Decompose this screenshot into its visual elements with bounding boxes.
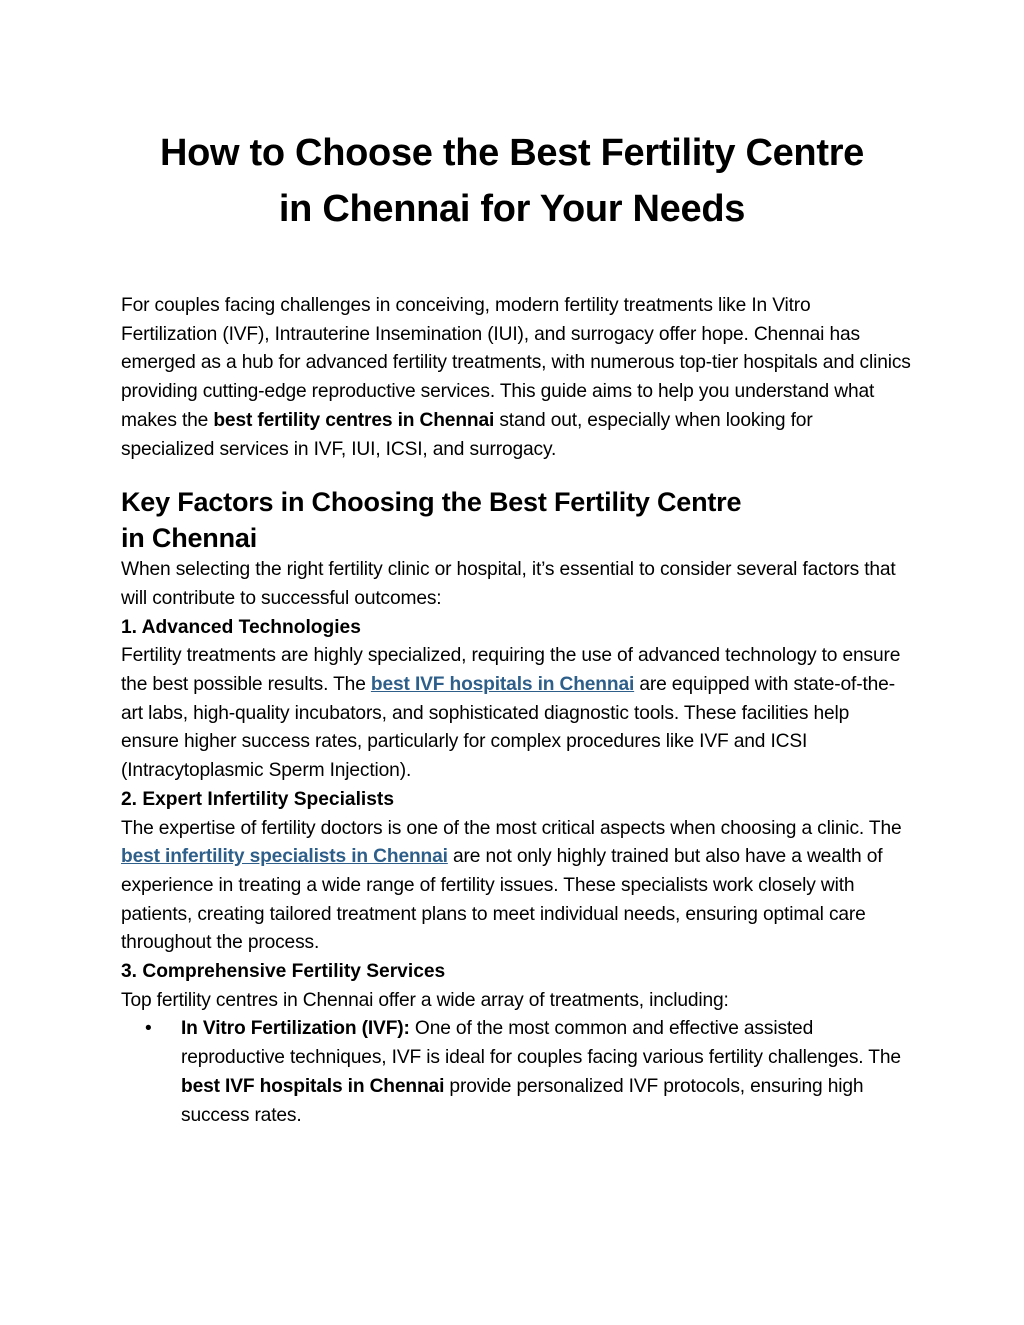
best-ivf-hospitals-link[interactable]: best IVF hospitals in Chennai (370, 674, 635, 696)
section-2-heading: 2. Expert Infertility Specialists (121, 788, 394, 810)
list-item-bold-lead: In Vitro Fertilization (IVF): (181, 1018, 410, 1040)
list-item-bold-mid: best IVF hospitals in Chennai (181, 1075, 445, 1097)
intro-text-before: For couples facing challenges in conceiving, modern fertility treatments like In Vitro Fertilization (IVF), Intrauterine Insemination (IUI), and surrogacy offer hope. Chennai has emerged as a hub for advanced fertility treatments, with numerous top-tier hospitals and clinics providing cutting-edge reproductive services. This guide aims to help you understand what makes the (121, 295, 911, 431)
bullet-icon: • (145, 1018, 152, 1040)
section-1-heading: 1. Advanced Technologies (121, 616, 361, 638)
list-item-text-after: provide personalized IVF protocols, ensuring high success rates. (181, 1075, 864, 1126)
section-3-lead: Top fertility centres in Chennai offer a wide array of treatments, including: (121, 989, 729, 1011)
document-body (121, 292, 911, 1130)
key-factors-lead: When selecting the right fertility clinic or hospital, it’s essential to consider several factors that will contribute to successful outcomes: (121, 559, 896, 609)
title-line-2: in Chennai for Your Needs (278, 188, 746, 230)
key-factors-heading (121, 484, 911, 556)
section-2-text-after: are not only highly trained but also have a wealth of experience in treating a wide range of fertility issues. These specialists work closely with patients, creating tailored treatment plans to meet individual needs, ensuring optimal care throughout the process. (121, 846, 883, 954)
intro-bold-phrase: best fertility centres in Chennai (213, 409, 495, 431)
section-2-text-before: The expertise of fertility doctors is one of the most critical aspects when choosing a clinic. The (121, 817, 902, 839)
best-infertility-specialists-link[interactable]: best infertility specialists in Chennai (121, 846, 448, 868)
intro-paragraph (121, 292, 911, 464)
key-factors-heading-line-1: Key Factors in Choosing the Best Fertility Centre (121, 487, 742, 518)
section-3-heading: 3. Comprehensive Fertility Services (121, 961, 446, 983)
title-line-1: How to Choose the Best Fertility Centre (159, 132, 865, 174)
section-2-paragraph (121, 815, 911, 959)
section-1-paragraph (121, 642, 911, 786)
section-1-text-after: are equipped with state-of-the-art labs, high-quality incubators, and sophisticated diagnostic tools. These facilities help ensure higher success rates, particularly for complex procedures like IVF and ICSI (Intracytoplasmic Sperm Injection). (121, 674, 895, 782)
treatments-list (121, 1015, 911, 1130)
intro-text-after: stand out, especially when looking for specialized services in IVF, IUI, ICSI, and surrogacy. (121, 409, 813, 460)
section-1-text-before: Fertility treatments are highly specialized, requiring the use of advanced technology to ensure the best possible results. The (121, 645, 901, 696)
list-item-text-before: One of the most common and effective assisted reproductive techniques, IVF is ideal for couples facing various fertility challenges. The (181, 1018, 901, 1069)
key-factors-heading-line-2: in Chennai (121, 523, 258, 554)
list-item (121, 1015, 911, 1130)
document-title (100, 125, 924, 237)
